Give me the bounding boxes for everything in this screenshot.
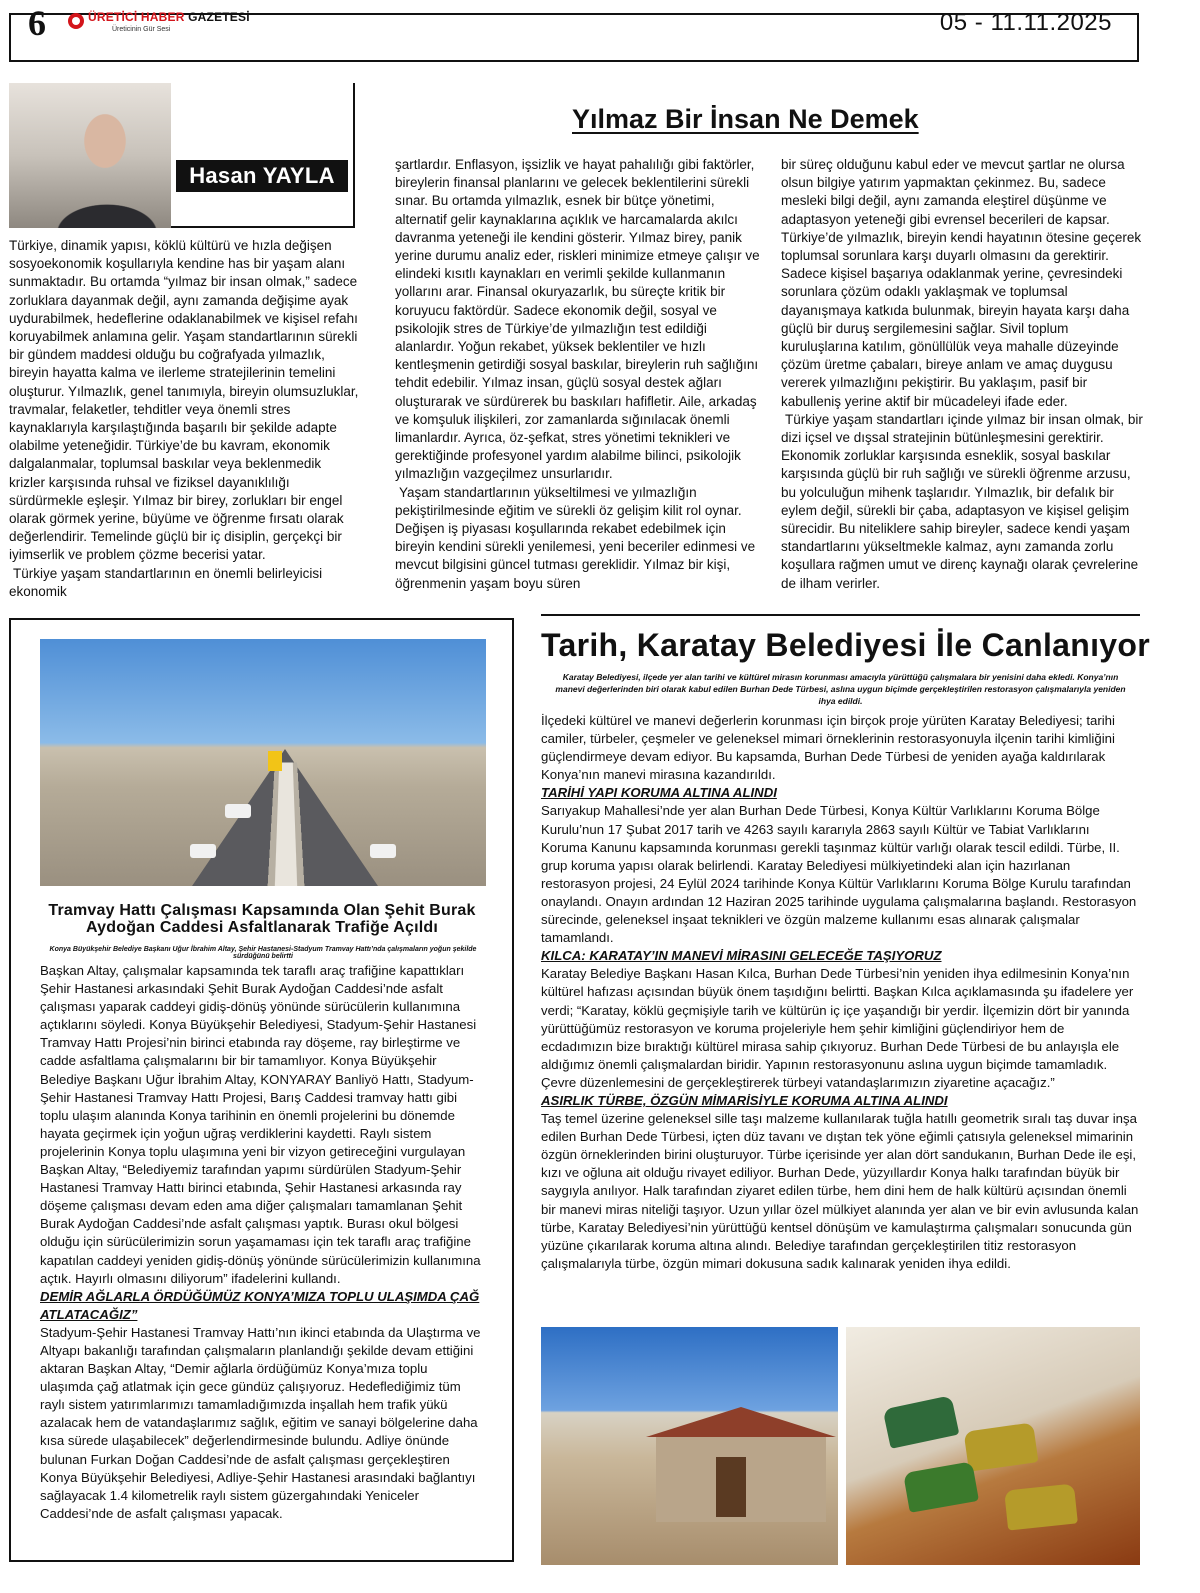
- column-text-col3: [781, 156, 1143, 593]
- newspaper-logo: [88, 10, 250, 24]
- subheading: TARİHİ YAPI KORUMA ALTINA ALINDI: [541, 785, 777, 801]
- paragraph: Başkan Altay, çalışmalar kapsamında tek taraflı araç trafiğine kapattıkları Şehir Hastanesi arkasındaki Şehit Burak Aydoğan Caddesi’nde asfalt çalışması yaparak caddeyi gidiş-dönüş yönünde sürücülerin kullanımına açtıklarını söyledi. Konya Büyükşehir Belediyesi, Stadyum-Şehir Hastanesi Tramvay Hattı Projesi’nin birinci etabında ray döşeme, ray birleştirme ve cadde asfaltlama çalışmalarını bir bir tamamlıyor. Konya Büyükşehir Belediye Başkanı Uğur İbrahim Altay, KONYARAY Banliyö Hattı, Stadyum-Şehir Hastanesi Tramvay Hattı Projesi, Barış Caddesi tramvay hattı gibi toplu ulaşım alanında Konya tarihinin en önemli projelerini bu dönemde hayata geçirmek için yoğun uğraş verdiklerini kaydetti. Raylı sistem projelerinin Konya toplu ulaşımına yeni bir vizyon getireceğini vurgulayan Başkan Altay, “Belediyemiz tarafından yapımı sürdürülen Stadyum-Şehir Hastanesi Tramvay Hattı birinci etabında, Şehir Hastanesi arkasında ray döşeme çalışması devam eden ama diğer çalışmaları tamamlanan Şehit Burak Aydoğan Caddesi’nde asfalt çalışması yaptık. Burası okul bölgesi olduğu için sürücülerimizin sorun yaşamaması için tek taraflı araç trafiğine kapatılan caddeyi yeniden gidiş-dönüş yönünde sürücülerimizin kullanımına açtık. Hayırlı olmasını diliyorum” ifadelerini kullandı.: [40, 963, 481, 1286]
- logo-name-red: ÜRETİCİ HABER: [88, 10, 185, 24]
- karatay-article-title: Tarih, Karatay Belediyesi İle Canlanıyor: [541, 627, 1150, 663]
- sarcophagus-shape: [964, 1422, 1039, 1471]
- tram-article-title: Tramvay Hattı Çalışması Kapsamında Olan Şehit Burak Aydoğan Caddesi Asfaltlanarak Trafiğe Açıldı: [48, 902, 476, 936]
- sarcophagus-shape: [903, 1461, 979, 1513]
- tomb-exterior-photo: [541, 1327, 838, 1565]
- issue-date: 05 - 11.11.2025: [939, 9, 1112, 36]
- paragraph: Türkiye, dinamik yapısı, köklü kültürü ve hızla değişen sosyoekonomik koşullarıyla kendine has bir yaşam alanı sunmaktadır. Bu ortamda “yılmaz bir insan olmak,” sadece zorluklara dayanmak değil, aynı zamanda değişime ayak uydurabilmek, hedeflerine odaklanabilmek ve kişisel refahı koruyabilmek anlamına gelir. Yaşam standartlarının sürekli bir gündem maddesi olduğu bu coğrafyada yılmazlık, bireyin hayatta kalma ve ilerleme stratejilerinin temelini oluşturur. Yılmazlık, genel tanımıyla, bireyin olumsuzluklar, travmalar, felaketler, tehditler veya önemli stres kaynaklarıyla karşılaştığında başarılı bir şekilde adapte olabilme yeteneğidir. Türkiye’de bu kavram, ekonomik dalgalanmalar, toplumsal baskılar veya beklenmedik krizler karşısında ruhsal ve fiziksel dayanıklılığı sürdürmekle eşleşir. Yılmaz bir birey, zorlukları bir engel olarak görmek yerine, büyüme ve öğrenme fırsatı olarak değerlendirir. Temelinde güçlü bir iç disiplin, gerçekçi bir iyimserlik ve problem çözme becerisi yatar.: [9, 238, 359, 563]
- paragraph: Türkiye yaşam standartlarının en önemli belirleyicisi ekonomik: [9, 565, 323, 599]
- paragraph: Stadyum-Şehir Hastanesi Tramvay Hattı’nın ikinci etabında da Ulaştırma ve Altyapı bakanlığı tarafından çalışmaların planlandığı şekilde devam ettiğini aktaran Başkan Altay, “Demir ağlarla ördüğümüz Konya’mıza toplu ulaşımda çağ atlatmak için gece gündüz çalışıyoruz. Hedeflediğimiz tüm raylı sistem yatırımlarımızı tamamladığımızda inşallah hem trafik yükü azalacak hem de vatandaşlarımız sağlık, eğitim ve sanayi bölgelerine daha kısa sürede ulaşabilecek” değerlendirmesinde bulundu. Adliye önünde bulunan Furkan Doğan Caddesi’nde de asfalt çalışması gerçekleştiren Konya Büyükşehir Belediyesi, Adliye-Şehir Hastanesi arasındaki bağlantıyı sağlayacak 1.4 kilometrelik raylı sistem güzergahındaki Yeniceler Caddesi’nde de asfalt çalışması yapacak.: [40, 1324, 481, 1521]
- paragraph: şartlardır. Enflasyon, işsizlik ve hayat pahalılığı gibi faktörler, bireylerin finansal planlarını ve gelecek beklentilerini sürekli sınar. Bu ortamda yılmazlık, esnek bir bütçe yönetimi, alternatif gelir kaynaklarına açıklık ve harcamalarda akılcı davranma yeteneği ile kendini gösterir. Yılmaz birey, panik yerine durumu analiz eder, riskleri minimize etmeye çalışır ve elindeki kısıtlı kaynakları en verimli şekilde kullanmanın yollarını arar. Finansal okuryazarlık, bu süreçte kritik bir koruyucu faktördür. Sadece ekonomik değil, sosyal ve psikolojik stres de Türkiye’de yılmazlığın test edildiği alanlardır. Yoğun rekabet, yüksek beklentiler ve hızlı kentleşmenin getirdiği sosyal baskılar, bireylerin ruh sağlığını tehdit edebilir. Yılmaz insan, güçlü sosyal destek ağları oluşturarak ve sürdürerek bu baskıları hafifletir. Aile, arkadaş ve komşuluk ilişkileri, zor zamanlarda sığınılacak önemli limanlardır. Ayrıca, öz-şefkat, stres yönetimi teknikleri ve gerektiğinde profesyonel yardım alabilme bilinci, psikolojik yılmazlığın vazgeçilmez unsurlarıdır.: [395, 157, 760, 482]
- gear-logo-icon: [68, 13, 84, 29]
- divider: [541, 614, 1140, 616]
- karatay-article-body: [541, 712, 1139, 1273]
- tram-article-lead: Konya Büyükşehir Belediye Başkanı Uğur İbrahim Altay, Şehir Hastanesi-Stadyum Tramvay Hattı’nda çalışmaların yoğun şekilde sürdüğünü belirtti: [49, 946, 477, 960]
- subheading: DEMİR AĞLARLA ÖRDÜĞÜMÜZ KONYA’MIZA TOPLU ULAŞIMDA ÇAĞ ATLATACAĞIZ”: [40, 1288, 480, 1322]
- tomb-interior-photo: [846, 1327, 1140, 1565]
- tram-line-photo: [40, 639, 486, 886]
- author-photo: [9, 83, 171, 228]
- tram-article-body: [40, 962, 483, 1523]
- subheading: ASIRLIK TÜRBE, ÖZGÜN MİMARİSİYLE KORUMA ALTINA ALINDI: [541, 1092, 948, 1108]
- paragraph: Taş temel üzerine geleneksel sille taşı malzeme kullanılarak tuğla hatıllı geometrik sıralı taş duvar inşa edilen Burhan Dede Türbesi, içten düz tavanı ve dıştan tek yöne eğimli çatısıyla geleneksel mimarinin özgün örneklerinden birini oluşturuyor. Türbe içerisinde yer alan dört sandukanın, Burhan Dede ile eşi, kızı ve oğluna ait olduğu rivayet ediliyor. Burhan Dede, yüzyıllardır Konya halkı tarafından büyük bir saygıyla anılıyor. Halk tarafından ziyaret edilen türbe, hem dini hem de halk kültürü açısından önemli bir manevi miras niteliği taşıyor. Uzun yıllar özel mülkiyet alanında yer alan ve bir evin avlusunda kalan türbe, Karatay Belediyesi’nin yürüttüğü kentsel dönüşüm ve kamulaştırma çalışmaları sonucunda gün yüzüne çıkarılarak koruma altına alındı. Belediye tarafından gerçekleştirilen titiz restorasyon çalışmalarıyla türbe, özgün mimari dokusuna sadık kalınarak yeniden ihya edildi.: [541, 1111, 1139, 1271]
- car-shape: [370, 844, 396, 858]
- car-shape: [190, 844, 216, 858]
- paragraph: Türkiye yaşam standartları içinde yılmaz bir insan olmak, bir dizi içsel ve dışsal stratejinin bütünleşmesini gerektirir. Ekonomik zorluklar karşısında esneklik, sosyal baskılar karşısında güçlü bir ruh sağlığı ve sürekli öğrenme arzusu, bu yolculuğun mihenk taşlarıdır. Yılmazlık, bir defalık bir eylem değil, sürekli bir çaba, adaptasyon ve kişisel gelişim sürecidir. Bu niteliklere sahip bireyler, sadece kendi yaşam standartlarını yükseltmekle kalmaz, aynı zamanda zorlu koşullara rağmen umut ve direnç kaynağı olarak çevrelerine de ilham verirler.: [781, 411, 1143, 591]
- paragraph: bir süreç olduğunu kabul eder ve mevcut şartlar ne olursa olsun bilgiye yatırım yapmaktan çekinmez. Bu, sadece mesleki bilgi değil, aynı zamanda eleştirel düşünme ve adaptasyon yeteneği gibi evrensel becerileri de kapsar. Türkiye’de yılmazlık, bireyin kendi hayatının ötesine geçerek toplumsal sorunlara karşı duyarlı olmasını da gerektirir. Sadece kişisel başarıya odaklanmak yerine, çevresindeki sorunlara çözüm odaklı yaklaşmak ve toplumsal dayanışmaya katkıda bulunmak, bireyin hayata karşı daha güçlü bir duruş sergilemesini sağlar. Sivil toplum kuruluşlarına katılım, gönüllülük veya mahalle düzeyinde çözüm üretme çabaları, bireye anlam ve amaç duygusu vererek yılmazlığını pekiştirir. Bu yaklaşım, pasif bir kabulleniş yerine aktif bir mücadeleyi ifade eder.: [781, 157, 1142, 409]
- sarcophagus-shape: [1004, 1483, 1078, 1530]
- bus-shape: [268, 751, 282, 771]
- paragraph: Karatay Belediye Başkanı Hasan Kılca, Burhan Dede Türbesi’nin yeniden ihya edilmesinin Konya’nın kültürel hafızası açısından büyük önem taşıdığını belirtti. Başkan Kılca açıklamasında şu ifadelere yer verdi; “Karatay, köklü geçmişiyle tarih ve kültürün iç içe yaşandığı bir yerdir. İlçemizin dört bir yanında yürüttüğümüz restorasyon ve koruma projeleriyle hem şehir kimliğini güçlendiriyor hem de ecdadımızın bize bıraktığı kültürel mirasa sahip çıkıyoruz. Burhan Dede Türbesi de bu anlayışla ele aldığımız önemli çalışmalardan biridir. Yapının restorasyonunu aslına uygun biçimde tamamladık. Çevre düzenlemesini de gerçekleştirerek türbeyi vatandaşlarımızın ziyaretine açacağız.”: [541, 966, 1134, 1090]
- paragraph: Sarıyakup Mahallesi’nde yer alan Burhan Dede Türbesi, Konya Kültür Varlıklarını Koruma Bölge Kurulu’nun 17 Şubat 2017 tarih ve 4263 sayılı kararıyla 2863 sayılı Kültür ve Tabiat Varlıklarını Koruma Kanunu kapsamında korunması gerekli taşınmaz kültür varlığı olarak tescil edildi. Türbe, II. grup koruma yapısı olarak belirlendi. Karatay Belediyesi mülkiyetindeki alan için hazırlanan restorasyon projesi, 24 Eylül 2024 tarihinde Konya Kültür Varlıklarını Koruma Bölge Kurulu tarafından onaylandı. Onayın ardından 12 Haziran 2025 tarihinde uygulama çalışmalarına başlandı. Restorasyon sürecinde, geleneksel inşaat teknikleri ve özgün malzeme kullanımı esas alınarak çalışmalar tamamlandı.: [541, 803, 1137, 946]
- subheading: KILCA: KARATAY’IN MANEVİ MİRASINI GELECEĞE TAŞIYORUZ: [541, 948, 942, 964]
- logo-name-rest: GAZETESİ: [184, 10, 250, 24]
- column-text-col2: [395, 156, 760, 593]
- car-shape: [225, 804, 251, 818]
- door-shape: [716, 1457, 746, 1517]
- logo-slogan: Üreticinin Gür Sesi: [112, 26, 171, 33]
- roof-shape: [646, 1407, 836, 1437]
- sarcophagus-shape: [883, 1395, 960, 1449]
- column-title: Yılmaz Bir İnsan Ne Demek: [572, 104, 919, 134]
- paragraph: İlçedeki kültürel ve manevi değerlerin korunması için birçok proje yürüten Karatay Belediyesi; tarihi camiler, türbeler, çeşmeler ve geleneksel mimari örneklerinin restorasyonuyla ilçenin tarihi kimliğini güçlendirmeye devam ediyor. Bu kapsamda, Burhan Dede Türbesi de yeniden ayağa kaldırılarak Konya’nın manevi mirasına kazandırıldı.: [541, 713, 1115, 783]
- column-text-col1: [9, 237, 359, 601]
- author-name: Hasan YAYLA: [176, 160, 348, 192]
- karatay-article-lead: Karatay Belediyesi, ilçede yer alan tarihi ve kültürel mirasın korunması amacıyla yürüttüğü çalışmalara bir yenisini daha ekledi. Konya’nın manevi değerlerinden biri olarak kabul edilen Burhan Dede Türbesi, aslına uygun biçimde gerçekleştirilen restorasyon çalışmalarıyla yeniden ihya edildi.: [555, 672, 1126, 706]
- paragraph: Yaşam standartlarının yükseltilmesi ve yılmazlığın pekiştirilmesinde eğitim ve sürekli öz gelişim kilit rol oynar. Değişen iş piyasası koşullarında rekabet edebilmek için bireyin kendini sürekli yenilemesi, yeni beceriler edinmesi ve mevcut bilgisini güncel tutması gereklidir. Yılmaz bir kişi, öğrenmenin yaşam boyu süren: [395, 484, 756, 591]
- page-number: 6: [28, 3, 46, 43]
